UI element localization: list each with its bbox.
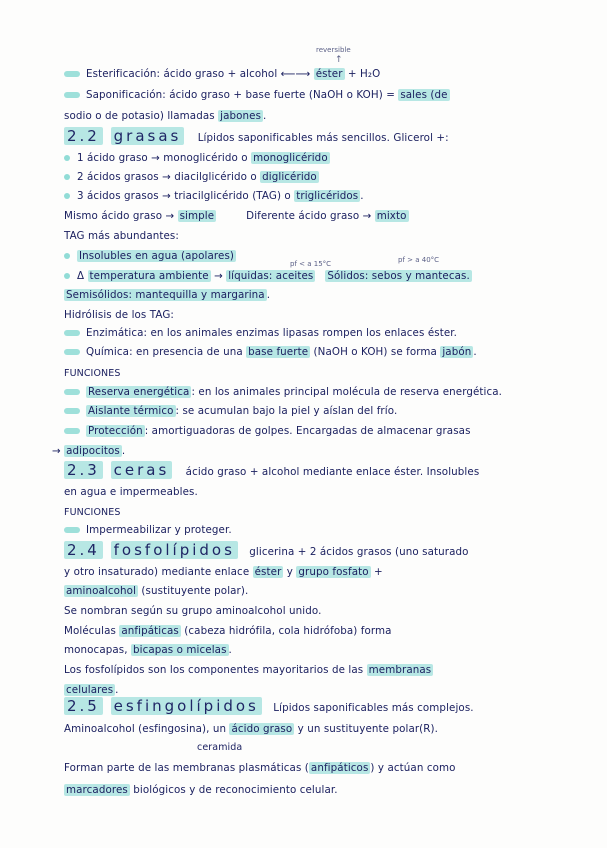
line-aislante: Aislante térmico : se acumulan bajo la piel y aíslan del frío. <box>64 405 397 417</box>
heading-ceras: 2.3 ceras ácido graso + alcohol mediante enlace éster. Insolubles <box>64 461 479 479</box>
line-adipocitos: → adipocitos . <box>52 445 126 457</box>
line-temperatura: Δ temperatura ambiente → líquidas: aceites Sólidos: sebos y mantecas. <box>64 270 472 282</box>
line-diglicerido: 2 ácidos grasos → diacilglicérido o diglicérido <box>64 171 319 183</box>
pf-annotation-2: pf > a 40°C <box>398 256 440 264</box>
line-forman-parte: Forman parte de las membranas plasmáticas ( anfipáticos ) y actúan como <box>64 762 456 774</box>
line-reserva: Reserva energética : en los animales principal molécula de reserva energética. <box>64 386 502 398</box>
line-saponificacion: Saponificación: ácido graso + base fuerte (NaOH o KOH) = sales (de <box>64 89 450 101</box>
line-trigliceridos: 3 ácidos grasos → triacilglicérido (TAG) o triglicéridos . <box>64 190 364 202</box>
line-monocapas: monocapas, bicapas o micelas . <box>64 644 232 656</box>
line-funciones-2: FUNCIONES <box>64 507 121 518</box>
line-funciones-1: FUNCIONES <box>64 368 121 379</box>
line-esterificacion: Esterificación: ácido graso + alcohol ⟵⟶ éster + H₂O <box>64 68 380 80</box>
heading-esfingolipidos: 2.5 esfingolípidos Lípidos saponificables más complejos. <box>64 697 474 715</box>
line-monoglicerido: 1 ácido graso → monoglicérido o monoglicérido <box>64 152 330 164</box>
line-impermeabilizar: Impermeabilizar y proteger. <box>64 524 232 536</box>
line-jabones: sodio o de potasio) llamadas jabones . <box>64 110 267 122</box>
line-quimica: Química: en presencia de una base fuerte (NaOH o KOH) se forma jabón . <box>64 346 477 358</box>
line-insaturado: y otro insaturado) mediante enlace éster y grupo fosfato + <box>64 566 383 578</box>
line-insolubles: Insolubles en agua (apolares) <box>64 250 236 262</box>
line-aminoalcohol: aminoalcohol (sustituyente polar). <box>66 585 249 597</box>
reversible-annotation: reversible <box>316 46 351 54</box>
line-celulares: celulares . <box>66 684 119 696</box>
line-semisolidos: Semisólidos: mantequilla y margarina . <box>66 289 271 301</box>
line-tag-abundantes: TAG más abundantes: <box>64 230 179 242</box>
highlight-dash <box>64 71 80 77</box>
line-marcadores: marcadores biológicos y de reconocimiento celular. <box>66 784 338 796</box>
line-esfingosina: Aminoalcohol (esfingosina), un ácido graso y un sustituyente polar(R). <box>64 723 439 735</box>
pf-annotation-1: pf < a 15°C <box>290 260 332 268</box>
line-simple-mixto: Mismo ácido graso → simple Diferente ácido graso → mixto <box>64 210 407 222</box>
line-impermeables: en agua e impermeables. <box>64 486 198 498</box>
heading-grasas: 2.2 grasas Lípidos saponificables más sencillos. Glicerol +: <box>64 127 449 145</box>
line-enzimatica: Enzimática: en los animales enzimas lipasas rompen los enlaces éster. <box>64 327 457 339</box>
line-hidrolisis: Hidrólisis de los TAG: <box>64 309 174 321</box>
line-proteccion: Protección : amortiguadoras de golpes. Encargadas de almacenar grasas <box>64 425 471 437</box>
line-membranas: Los fosfolípidos son los componentes mayoritarios de las membranas <box>64 664 432 676</box>
line-nombran: Se nombran según su grupo aminoalcohol unido. <box>64 605 322 617</box>
reversible-arrow: ↑ <box>335 55 343 65</box>
line-ceramida: ceramida <box>197 742 243 753</box>
line-anfipaticas: Moléculas anfipáticas (cabeza hidrófila, cola hidrófoba) forma <box>64 625 392 637</box>
heading-fosfolipidos: 2.4 fosfolípidos glicerina + 2 ácidos grasos (uno saturado <box>64 541 469 559</box>
